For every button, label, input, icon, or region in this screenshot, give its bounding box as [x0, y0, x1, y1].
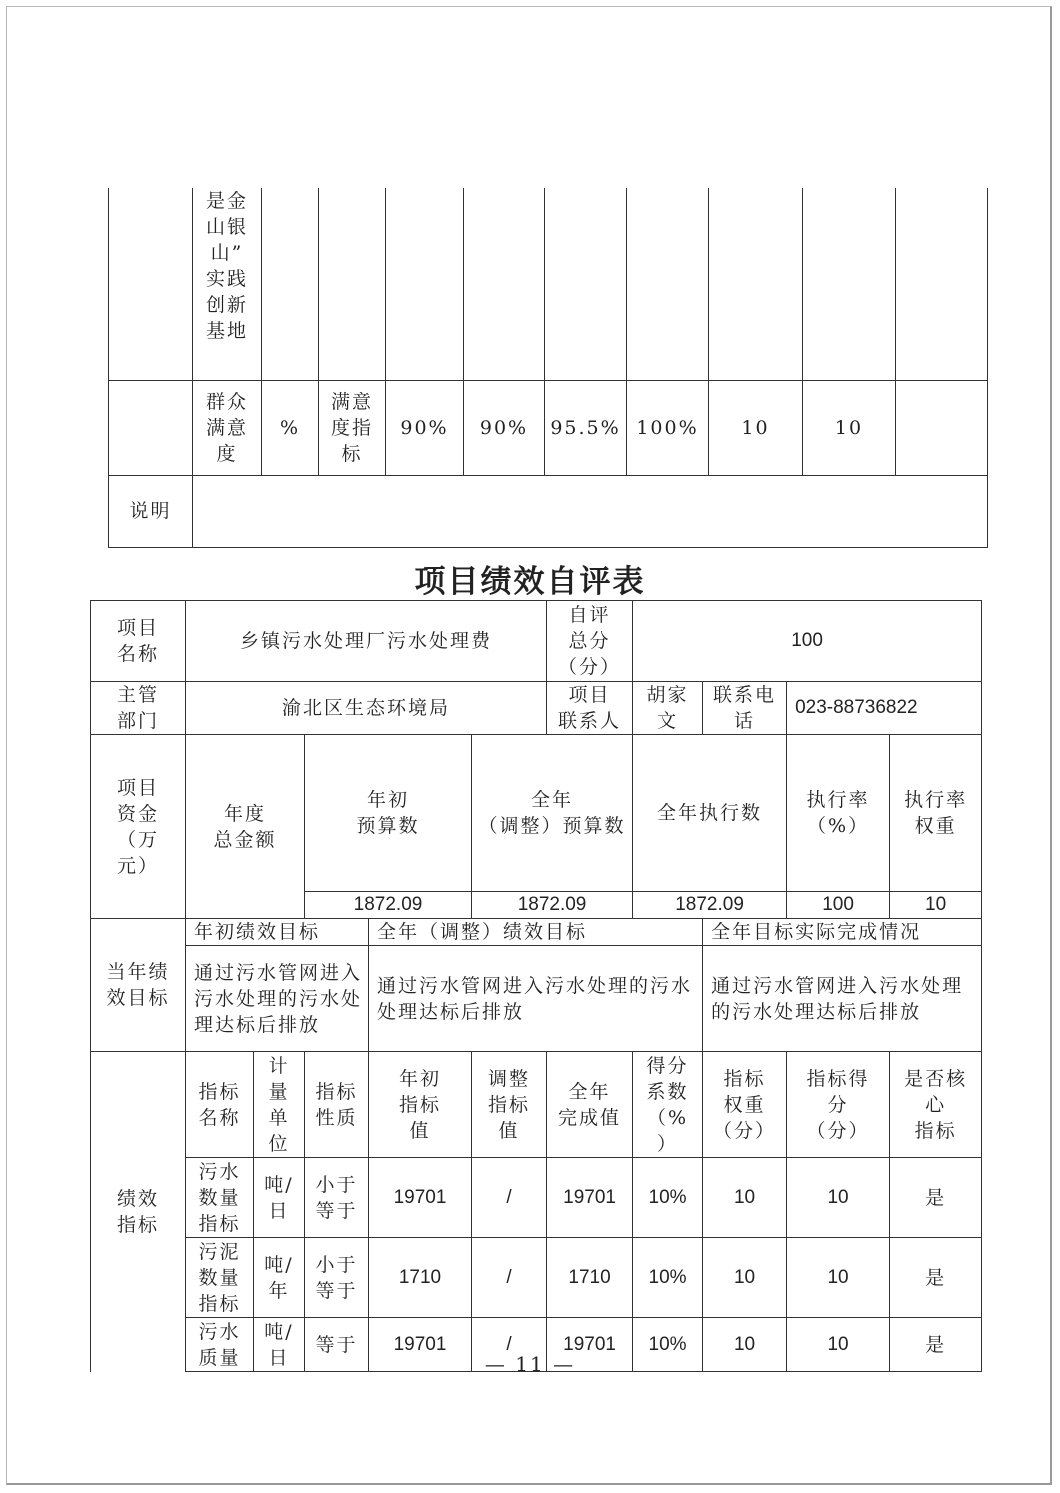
table-row	[91, 1158, 982, 1238]
page-title: 项目绩效自评表	[414, 564, 646, 600]
empty-cell	[109, 380, 193, 475]
indicator-weight: 10	[709, 380, 803, 475]
indicator-score: 10	[787, 1318, 890, 1372]
phone-label: 联系电 话	[703, 682, 787, 735]
indicator-coefficient: 10%	[633, 1238, 703, 1318]
note-value	[193, 475, 988, 547]
indicator-weight-header: 指标 权重 （分）	[703, 1052, 787, 1158]
indicator-unit: 吨/ 日	[254, 1318, 305, 1372]
indicator-unit-header: 计 量 单 位	[254, 1052, 305, 1158]
contact-label: 项目 联系人	[547, 682, 633, 735]
goals-label: 当年绩 效目标	[91, 919, 186, 1052]
empty-cell	[262, 188, 319, 380]
indicator-score: 10	[787, 1158, 890, 1238]
indicator-nature-header: 指标 性质	[305, 1052, 369, 1158]
executed-header: 全年执行数	[633, 735, 787, 892]
indicator-initial: 1710	[369, 1238, 472, 1318]
indicator-adjusted-header: 调整 指标 值	[472, 1052, 547, 1158]
indicator-completed: 19701	[547, 1158, 633, 1238]
previous-indicator-table	[108, 188, 988, 548]
dept-name: 渝北区生态环境局	[186, 682, 547, 735]
project-name: 乡镇污水处理厂污水处理费	[186, 601, 547, 682]
phone-number: 023-88736822	[787, 682, 982, 735]
indicator-initial: 19701	[369, 1158, 472, 1238]
indicator-core: 是	[890, 1238, 982, 1318]
empty-cell	[545, 188, 627, 380]
indicator-initial-header: 年初 指标 值	[369, 1052, 472, 1158]
indicator-adjusted: /	[472, 1158, 547, 1238]
adjusted-budget-value: 1872.09	[472, 892, 633, 919]
page-number: — 11 —	[484, 1352, 576, 1376]
empty-cell	[803, 188, 896, 380]
indicator-name: 群众 满意 度	[193, 380, 262, 475]
indicator-coefficient: 10%	[633, 1158, 703, 1238]
note-label: 说明	[109, 475, 193, 547]
table-row	[91, 682, 982, 735]
empty-cell	[319, 188, 386, 380]
dept-label: 主管 部门	[91, 682, 186, 735]
indicator-name-header: 指标 名称	[186, 1052, 254, 1158]
table-row	[91, 1238, 982, 1318]
indicator-weight: 10	[703, 1158, 787, 1238]
indicators-label: 绩效 指标	[91, 1052, 186, 1372]
table-row	[91, 601, 982, 682]
indicator-unit: %	[262, 380, 319, 475]
executed-value: 1872.09	[633, 892, 787, 919]
adjusted-goal-value: 通过污水管网进入污水处理的污水处理达标后排放	[369, 946, 703, 1052]
self-score-label: 自评 总分 （分）	[547, 601, 633, 682]
indicator-name-continued: 是金 山银 山” 实践 创新 基地	[193, 188, 262, 380]
annual-total-header: 年度 总金额	[186, 735, 305, 919]
indicator-completed-header: 全年 完成值	[547, 1052, 633, 1158]
indicator-unit: 吨/ 年	[254, 1238, 305, 1318]
indicator-coefficient: 10%	[633, 1318, 703, 1372]
adjusted-goal-header: 全年（调整）绩效目标	[369, 919, 703, 946]
indicator-completed: 19701	[547, 1318, 633, 1372]
project-name-label: 项目 名称	[91, 601, 186, 682]
table-row	[109, 380, 988, 475]
self-score: 100	[633, 601, 982, 682]
table-row	[91, 919, 982, 946]
indicator-nature: 满意 度指 标	[319, 380, 386, 475]
empty-cell	[464, 188, 545, 380]
exec-rate-header: 执行率 （%）	[787, 735, 890, 892]
table-row	[109, 475, 988, 547]
table-row	[91, 735, 982, 892]
self-evaluation-table	[90, 600, 982, 1372]
empty-cell	[896, 188, 988, 380]
indicator-core: 是	[890, 1158, 982, 1238]
empty-cell	[386, 188, 464, 380]
indicator-core: 是	[890, 1318, 982, 1372]
contact-name: 胡家 文	[633, 682, 703, 735]
indicator-adjusted: 90%	[464, 380, 545, 475]
empty-cell	[109, 188, 193, 380]
initial-budget-header: 年初 预算数	[305, 735, 472, 892]
table-row	[91, 946, 982, 1052]
indicator-coefficient: 100%	[627, 380, 709, 475]
initial-budget-value: 1872.09	[305, 892, 472, 919]
indicator-name: 污水 质量	[186, 1318, 254, 1372]
funds-label: 项目 资金 （万 元）	[91, 735, 186, 919]
indicator-nature: 小于 等于	[305, 1158, 369, 1238]
exec-weight-value: 10	[890, 892, 982, 919]
indicator-name: 污水 数量 指标	[186, 1158, 254, 1238]
actual-goal-value: 通过污水管网进入污水处理的污水处理达标后排放	[703, 946, 982, 1052]
indicator-unit: 吨/ 日	[254, 1158, 305, 1238]
initial-goal-value: 通过污水管网进入污水处理的污水处理达标后排放	[186, 946, 369, 1052]
indicator-score-header: 指标得 分 （分）	[787, 1052, 890, 1158]
empty-cell	[627, 188, 709, 380]
exec-weight-header: 执行率 权重	[890, 735, 982, 892]
indicator-adjusted: /	[472, 1318, 547, 1372]
indicator-initial: 19701	[369, 1318, 472, 1372]
indicator-coefficient-header: 得分 系数 （% ）	[633, 1052, 703, 1158]
indicator-nature: 小于 等于	[305, 1238, 369, 1318]
indicator-weight: 10	[703, 1238, 787, 1318]
initial-goal-header: 年初绩效目标	[186, 919, 369, 946]
indicator-initial: 90%	[386, 380, 464, 475]
table-row	[91, 1052, 982, 1158]
indicator-adjusted: /	[472, 1238, 547, 1318]
table-row	[109, 188, 988, 380]
adjusted-budget-header: 全年 （调整）预算数	[472, 735, 633, 892]
empty-cell	[709, 188, 803, 380]
indicator-completed: 95.5%	[545, 380, 627, 475]
exec-rate-value: 100	[787, 892, 890, 919]
actual-goal-header: 全年目标实际完成情况	[703, 919, 982, 946]
indicator-completed: 1710	[547, 1238, 633, 1318]
indicator-nature: 等于	[305, 1318, 369, 1372]
indicator-name: 污泥 数量 指标	[186, 1238, 254, 1318]
indicator-core-header: 是否核 心 指标	[890, 1052, 982, 1158]
indicator-score: 10	[787, 1238, 890, 1318]
indicator-score: 10	[803, 380, 896, 475]
indicator-weight: 10	[703, 1318, 787, 1372]
indicator-core	[896, 380, 988, 475]
